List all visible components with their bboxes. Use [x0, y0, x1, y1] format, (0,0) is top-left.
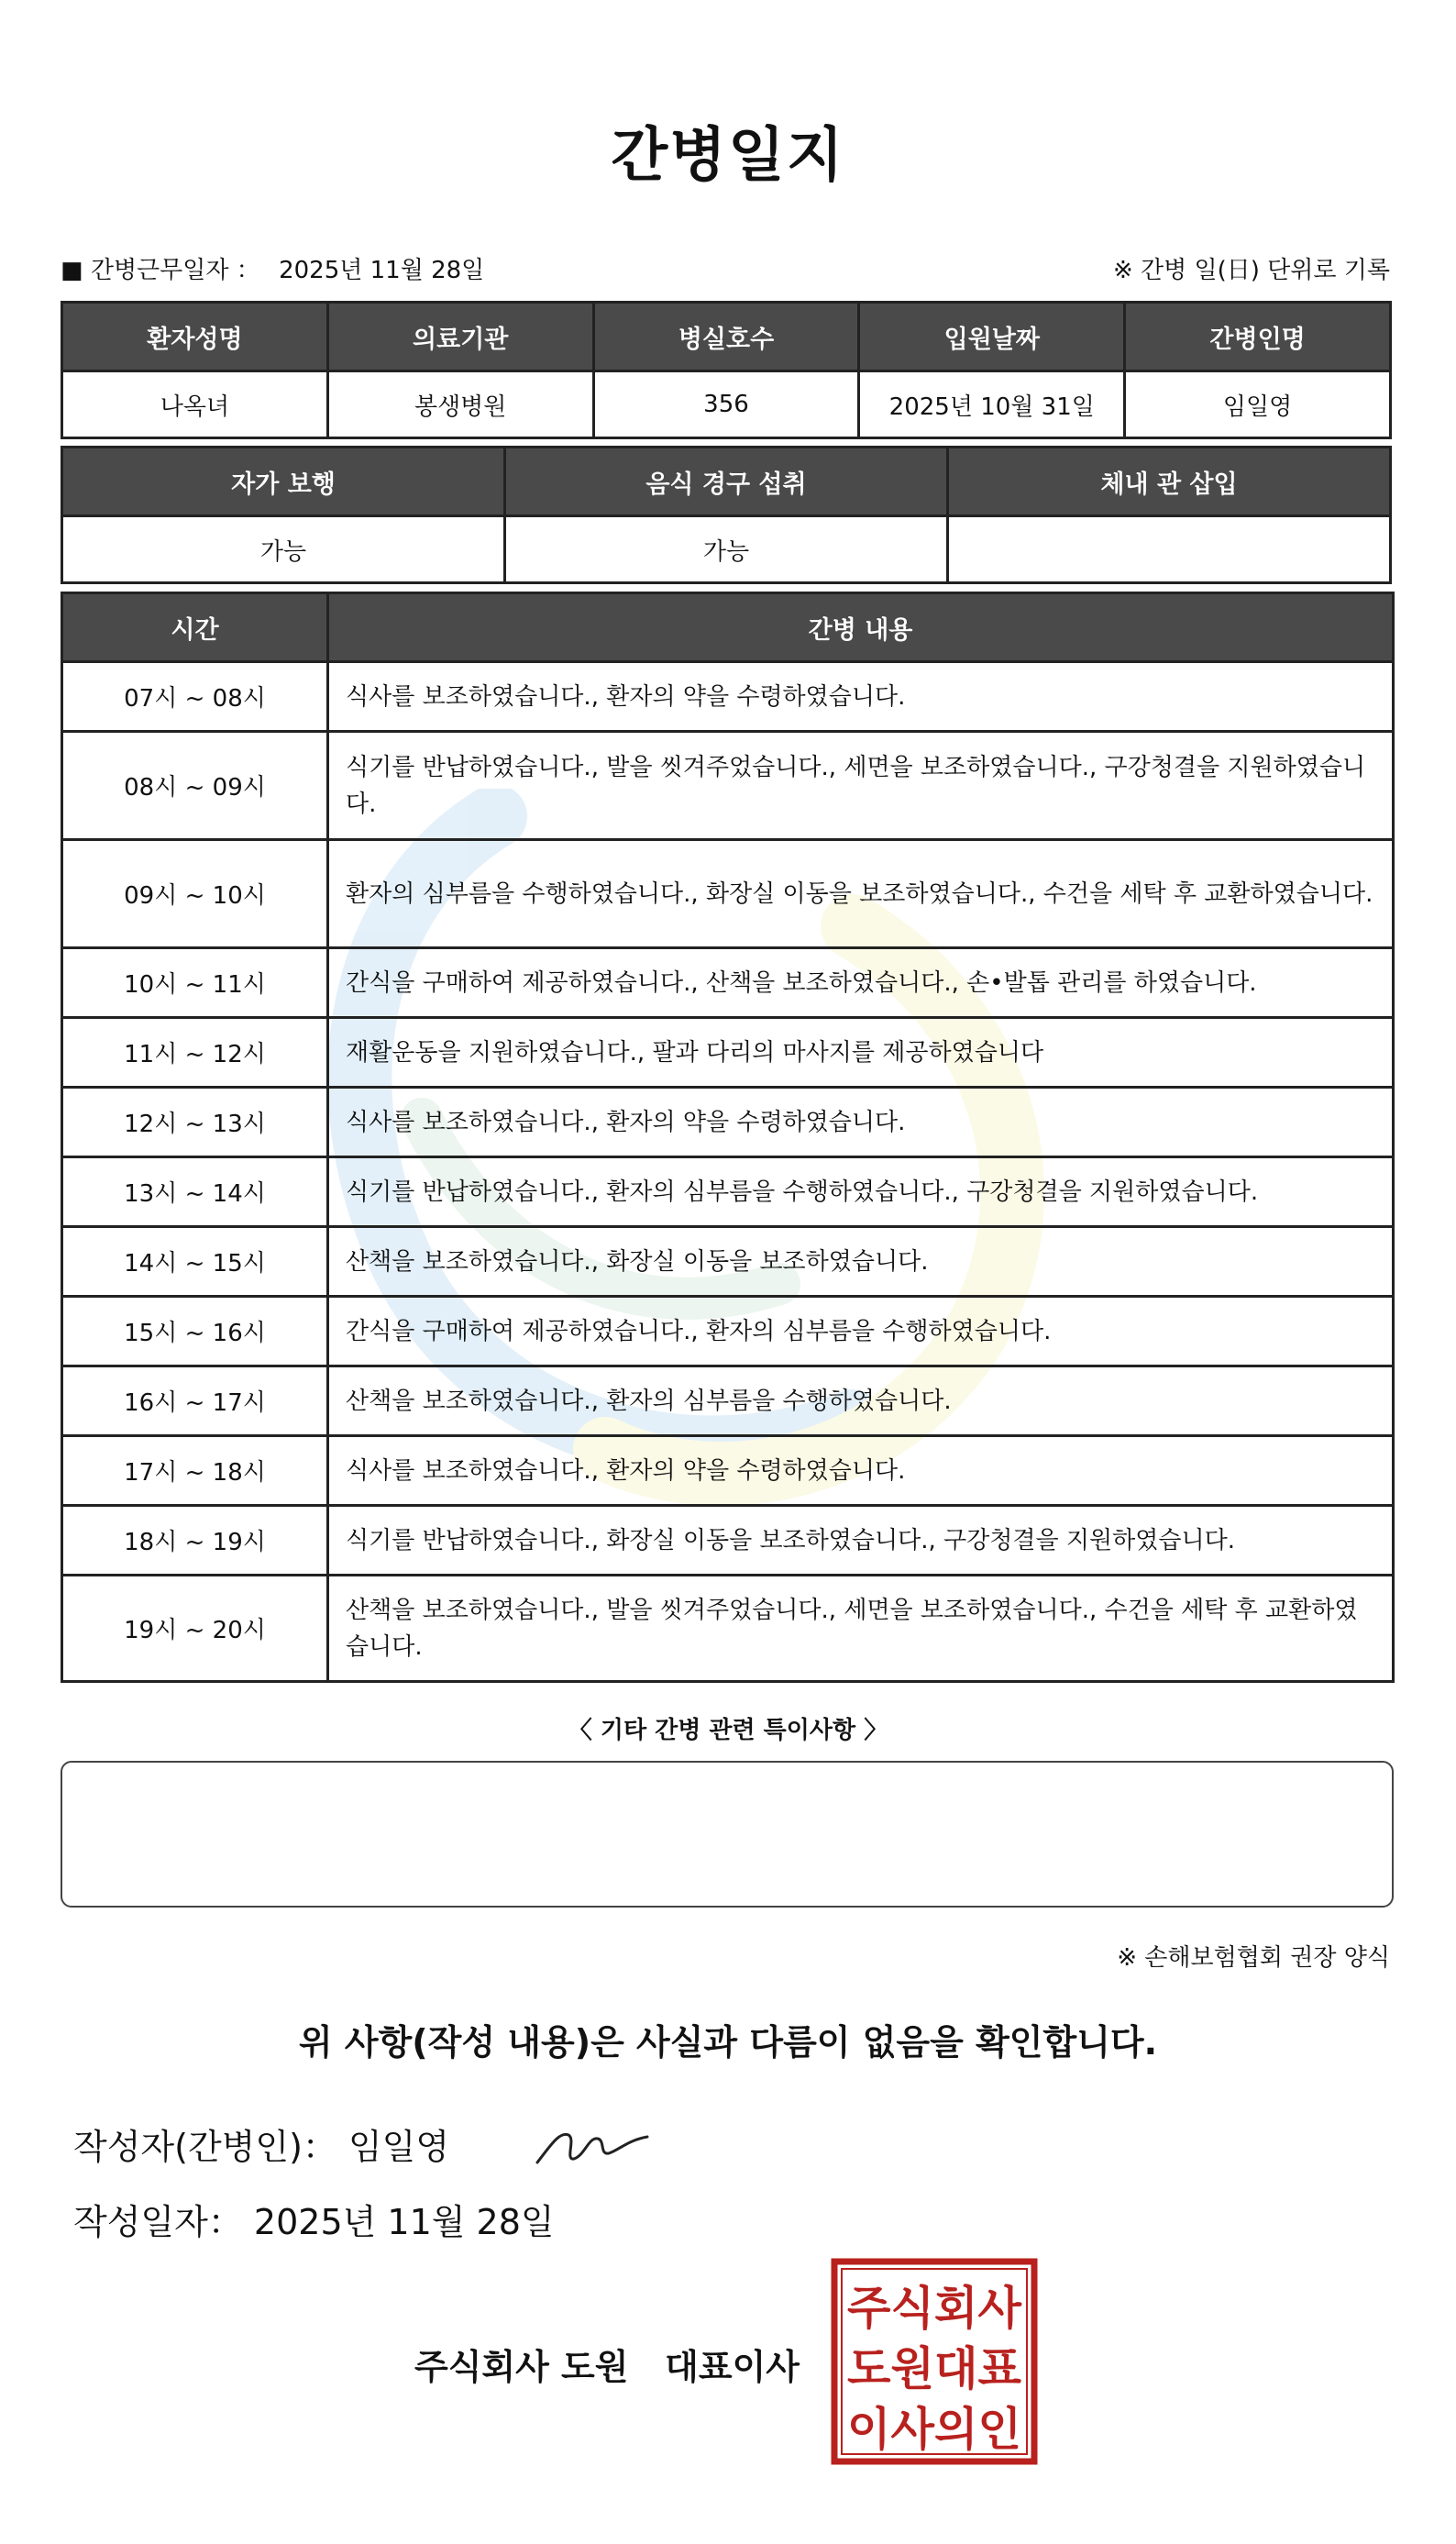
patient-value-row [62, 371, 1391, 438]
header-caregiver-name: 간병인명 [1125, 303, 1391, 371]
header-time: 시간 [62, 593, 328, 662]
log-row [62, 1506, 1394, 1576]
log-time: 10시 ~ 11시 [62, 948, 328, 1018]
log-time: 18시 ~ 19시 [62, 1506, 328, 1576]
log-time: 16시 ~ 17시 [62, 1366, 328, 1436]
log-content: 식기를 반납하였습니다., 화장실 이동을 보조하였습니다., 구강청결을 지원하였습니다. [328, 1506, 1394, 1576]
header-hospital: 의료기관 [327, 303, 593, 371]
header-room-number: 병실호수 [593, 303, 859, 371]
self-walking-value: 가능 [62, 516, 505, 583]
admission-date: 2025년 10월 31일 [859, 371, 1125, 438]
log-content: 간식을 구매하여 제공하였습니다., 환자의 심부름을 수행하였습니다. [328, 1297, 1394, 1366]
confirmation-statement: 위 사항(작성 내용)은 사실과 다름이 없음을 확인합니다. [298, 2022, 1158, 2063]
company-line: 주식회사 도원 대표이사 [414, 2347, 800, 2387]
header-oral-intake: 음식 경구 섭취 [505, 448, 948, 516]
log-time: 12시 ~ 13시 [62, 1088, 328, 1157]
log-content: 식사를 보조하였습니다., 환자의 약을 수령하였습니다. [328, 1088, 1394, 1157]
log-time: 09시 ~ 10시 [62, 840, 328, 948]
log-time: 19시 ~ 20시 [62, 1576, 328, 1682]
log-row [62, 662, 1394, 732]
document-title: 간병일지 [611, 122, 845, 190]
signature [532, 2118, 660, 2173]
log-header-row [62, 593, 1394, 662]
log-time: 07시 ~ 08시 [62, 662, 328, 732]
log-time: 13시 ~ 14시 [62, 1157, 328, 1227]
seal-line-1: 주식회사 [847, 2282, 1022, 2335]
log-content: 식사를 보조하였습니다., 환자의 약을 수령하였습니다. [328, 662, 1394, 732]
special-notes-box[interactable] [61, 1761, 1394, 1908]
room-number: 356 [593, 371, 859, 438]
writer-line: 작성자(간병인)： 임일영 [73, 2127, 450, 2167]
work-date-value: 2025년 11월 28일 [279, 257, 485, 284]
log-row [62, 732, 1394, 840]
log-content: 식기를 반납하였습니다., 발을 씻겨주었습니다., 세면을 보조하였습니다., 구강청결을 지원하였습니다. [328, 732, 1394, 840]
seal-line-3: 이사의인 [847, 2403, 1021, 2456]
log-content: 산책을 보조하였습니다., 화장실 이동을 보조하였습니다. [328, 1227, 1394, 1297]
log-content: 식사를 보조하였습니다., 환자의 약을 수령하였습니다. [328, 1436, 1394, 1506]
work-date-label: ■ 간병근무일자 ： [61, 257, 260, 284]
log-time: 08시 ~ 09시 [62, 732, 328, 840]
special-notes-title: 〈 기타 간병 관련 특이사항 〉 [568, 1717, 888, 1744]
header-admission-date: 입원날짜 [859, 303, 1125, 371]
header-patient-name: 환자성명 [62, 303, 328, 371]
recommendation-note: ※ 손해보험협회 권장 양식 [1117, 1944, 1390, 1972]
caregiver-name: 임일영 [1125, 371, 1391, 438]
log-row [62, 1297, 1394, 1366]
log-content: 재활운동을 지원하였습니다., 팔과 다리의 마사지를 제공하였습니다 [328, 1018, 1394, 1088]
log-time: 11시 ~ 12시 [62, 1018, 328, 1088]
log-row [62, 1088, 1394, 1157]
log-row [62, 1436, 1394, 1506]
oral-intake-value: 가능 [505, 516, 948, 583]
log-content: 간식을 구매하여 제공하였습니다., 산책을 보조하였습니다., 손•발톱 관리를 하였습니다. [328, 948, 1394, 1018]
company-seal [831, 2258, 1038, 2465]
log-time: 14시 ~ 15시 [62, 1227, 328, 1297]
header-self-walking: 자가 보행 [62, 448, 505, 516]
log-row [62, 948, 1394, 1018]
care-log-table [61, 592, 1395, 1683]
log-row [62, 1227, 1394, 1297]
log-time: 15시 ~ 16시 [62, 1297, 328, 1366]
patient-header-row [62, 303, 1391, 371]
patient-info-table [61, 301, 1392, 439]
status-header-row [62, 448, 1391, 516]
log-row [62, 840, 1394, 948]
seal-line-2: 도원대표 [847, 2342, 1022, 2395]
log-content: 환자의 심부름을 수행하였습니다., 화장실 이동을 보조하였습니다., 수건을 세탁 후 교환하였습니다. [328, 840, 1394, 948]
status-value-row [62, 516, 1391, 583]
patient-status-table [61, 446, 1392, 584]
log-content: 산책을 보조하였습니다., 환자의 심부름을 수행하였습니다. [328, 1366, 1394, 1436]
log-content: 산책을 보조하였습니다., 발을 씻겨주었습니다., 세면을 보조하였습니다., 수건을 세탁 후 교환하였습니다. [328, 1576, 1394, 1682]
hospital-name: 봉생병원 [327, 371, 593, 438]
log-row [62, 1157, 1394, 1227]
log-time: 17시 ~ 18시 [62, 1436, 328, 1506]
record-unit-note: ※ 간병 일(日) 단위로 기록 [1112, 257, 1390, 284]
tube-insertion-value [948, 516, 1391, 583]
work-date-line [61, 251, 484, 285]
patient-name: 나옥녀 [62, 371, 328, 438]
written-date-line: 작성일자： 2025년 11월 28일 [73, 2202, 555, 2242]
log-content: 식기를 반납하였습니다., 환자의 심부름을 수행하였습니다., 구강청결을 지원하였습니다. [328, 1157, 1394, 1227]
log-row [62, 1576, 1394, 1682]
header-tube-insertion: 체내 관 삽입 [948, 448, 1391, 516]
header-care-content: 간병 내용 [328, 593, 1394, 662]
log-row [62, 1366, 1394, 1436]
log-row [62, 1018, 1394, 1088]
